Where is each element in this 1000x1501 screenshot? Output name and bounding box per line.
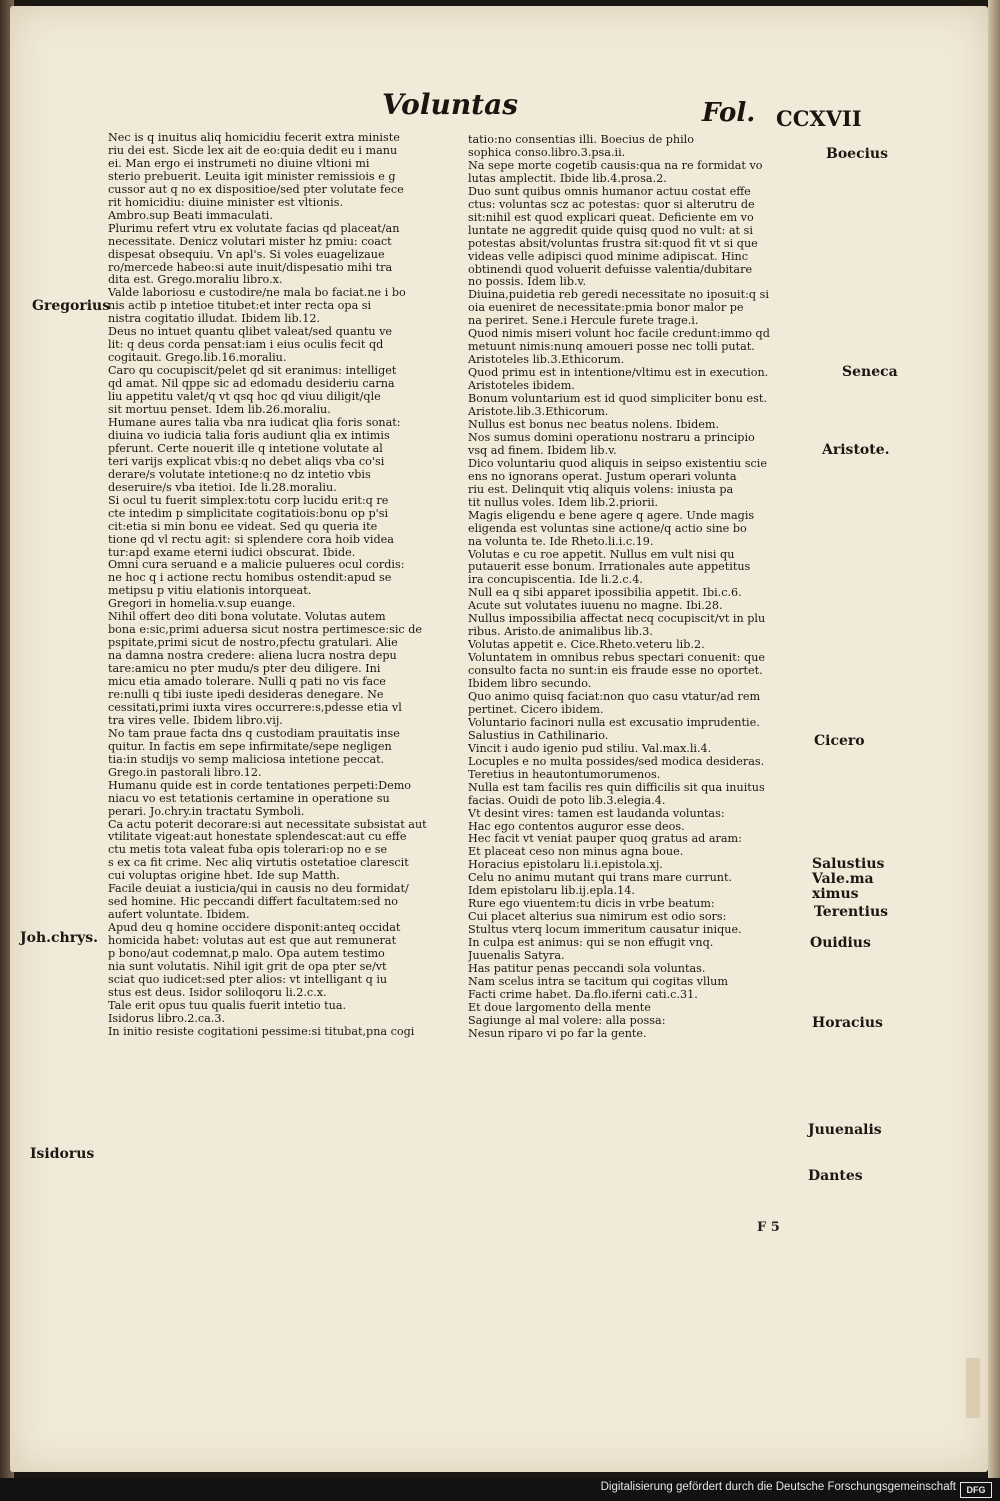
text-line: Ambro.sup Beati immaculati. (108, 209, 273, 222)
text-line: Grego.in pastorali libro.12. (108, 766, 262, 779)
text-line: p bono/aut codemnat,p malo. Opa autem testimo (108, 948, 385, 961)
margin-note-isidorus: Isidorus (30, 1146, 95, 1162)
text-line: Ca actu poterit decorare:si aut necessitate subsistat aut (108, 818, 427, 831)
text-line: cogitauit. Grego.lib.16.moraliu. (108, 352, 287, 365)
text-line: Diuina,puidetia reb geredi necessitate no iposuit:q si (468, 289, 769, 302)
text-line: Voluntatem in omnibus rebus spectari conuenit: que (468, 652, 766, 665)
folio-label: Fol. (702, 98, 756, 128)
signature-mark: F 5 (757, 1220, 780, 1235)
text-line: Idem epistolaru lib.ij.epla.14. (468, 885, 635, 898)
text-line: ctus: voluntas scz ac potestas: quor si alterutru de (468, 198, 755, 211)
text-line: aufert voluntate. Ibidem. (108, 909, 250, 922)
margin-note-horacius: Horacius (812, 1015, 883, 1031)
text-line: Bonum voluntarium est id quod simpliciter bonu est. (468, 393, 767, 406)
text-line: ctu metis tota valeat fuba opis tolerari:op no e se (108, 844, 388, 857)
text-line: vsq ad finem. Ibidem lib.v. (468, 444, 617, 457)
text-line: niacu vo est tetationis certamine in operatione su (108, 792, 390, 805)
margin-note-aristote: Aristote. (822, 442, 890, 458)
running-title: Voluntas (382, 88, 519, 121)
text-line: In initio resiste cogitationi pessime:si titubat,pna cogi (108, 1025, 415, 1038)
text-line: Nulla est tam facilis res quin difficilis sit qua inuitus (468, 781, 765, 794)
text-line: lit: q deus corda pensat:iam i eius oculis fecit qd (108, 339, 384, 352)
text-line: Humanu quide est in corde tentationes perpeti:Demo (108, 779, 412, 792)
text-line: Na sepe morte cogetib causis:qua na re formidat vo (468, 159, 763, 172)
text-line: Acute sut volutates iuuenu no magne. Ibi.28. (468, 600, 723, 613)
text-line: Volutas appetit e. Cice.Rheto.veteru lib.2. (468, 639, 705, 652)
text-line: Gregori in homelia.v.sup euange. (108, 598, 296, 611)
text-line: Null ea q sibi apparet ipossibilia appetit. Ibi.c.6. (468, 587, 742, 600)
text-line: Plurimu refert vtru ex volutate facias qd placeat/an (108, 222, 400, 235)
text-line: sterio prebuerit. Leuita igit minister remissiois e g (108, 170, 396, 183)
text-line: obtinendi quod voluerit defuisse valentia/dubitare (468, 263, 753, 276)
text-line: Valde laboriosu e custodire/ne mala bo faciat.ne i bo (108, 287, 406, 300)
margin-note-terentius: Terentius (814, 904, 889, 920)
text-line: sed homine. Hic peccandi differt facultatem:sed no (108, 896, 399, 909)
text-line: sit:nihil est quod explicari queat. Deficiente em vo (468, 211, 754, 224)
text-line: riu est. Delinquit vtiq aliquis volens: iniusta pa (468, 483, 734, 496)
text-line: diuina vo iudicia talia foris audiunt qlia ex intimis (108, 429, 390, 442)
text-line: metuunt nimis:nunq amoueri posse nec tolli putat. (468, 341, 755, 354)
text-line: Locuples e no multa possides/sed modica desideras. (468, 755, 765, 768)
page-tab (966, 1358, 980, 1418)
text-line: tit nullus voles. Idem lib.2.priorii. (468, 496, 659, 509)
margin-note-cicero: Cicero (814, 733, 865, 749)
text-line: consulto facta no sunt:in eis fraude esse no oportet. (468, 665, 763, 678)
text-line: Hec facit vt veniat pauper quoq gratus ad aram: (468, 833, 742, 846)
text-line: quitur. In factis em sepe infirmitate/sepe negligen (108, 740, 392, 753)
text-line: na volunta te. Ide Rheto.li.i.c.19. (468, 535, 654, 548)
text-line: na periret. Sene.i Hercule furete trage.i. (468, 315, 699, 328)
text-line: Et placeat ceso non minus agna boue. (468, 846, 684, 859)
margin-note-valerius-maximus: Vale.ma ximus (812, 871, 874, 902)
text-line: Apud deu q homine occidere disponit:anteq occidat (108, 922, 401, 935)
text-line: Aristoteles ibidem. (468, 380, 575, 393)
right-text-column (468, 134, 814, 1041)
text-line: Nullus est bonus nec beatus nolens. Ibidem. (468, 418, 720, 431)
text-line: Nesun riparo vi po far la gente. (468, 1027, 647, 1040)
text-line: pertinet. Cicero ibidem. (468, 703, 604, 716)
text-line: Magis eligendu e bene agere q agere. Unde magis (468, 509, 755, 522)
text-line: sit mortuu penset. Idem lib.26.moraliu. (108, 404, 331, 417)
margin-note-salustius: Salustius (812, 856, 885, 872)
text-line: tia:in studijs vo semp maliciosa intetione peccat. (108, 753, 385, 766)
text-line: Humane aures talia vba nra iudicat qlia foris sonat: (108, 416, 401, 429)
text-line: pferunt. Certe nouerit ille q intetione volutate al (108, 442, 383, 455)
text-line: Has patitur penas peccandi sola voluntas. (468, 963, 706, 975)
text-line: Quod primu est in intentione/vltimu est in execution. (468, 367, 769, 380)
margin-note-joh-chrys: Joh.chrys. (20, 930, 98, 946)
text-line: Facti crime habet. Da.flo.iferni cati.c.31. (468, 988, 698, 1001)
text-line: ira concupiscentia. Ide li.2.c.4. (468, 574, 643, 587)
text-line: pspitate,primi sicut de nostro,pfectu gratulari. Alie (108, 637, 398, 650)
text-line: Nos sumus domini operationu nostraru a principio (468, 431, 755, 444)
text-line: Cui placet alterius sua nimirum est odio sors: (468, 911, 727, 924)
text-line: Horacius epistolaru li.i.epistola.xj. (468, 859, 663, 872)
text-line: cussor aut q no ex dispositioe/sed pter volutate fece (108, 183, 404, 196)
text-line: Isidorus libro.2.ca.3. (108, 1012, 226, 1025)
text-line: Facile deuiat a iusticia/qui in causis no deu formidat/ (108, 883, 409, 896)
footer-credit: Digitalisierung gefördert durch die Deutsche Forschungsgemeinschaft (600, 1481, 956, 1493)
text-line: Et doue largomento della mente (468, 1001, 651, 1014)
text-line: sophica conso.libro.3.psa.ii. (468, 146, 626, 159)
text-line: perari. Jo.chry.in tractatu Symboli. (108, 805, 305, 818)
text-line: ro/mercede habeo:si aute inuit/dispesatio mihi tra (108, 261, 393, 274)
text-line: micu etia amado tolerare. Nulli q pati no vis face (108, 676, 386, 689)
text-line: tione qd vl rectu agit: si splendere cora hoib videa (108, 533, 394, 546)
text-line: tare:amicu no pter mudu/s pter deu diligere. Ini (108, 663, 381, 676)
text-line: Ibidem libro secundo. (468, 678, 592, 691)
text-line: tur:apd exame eterni iudici obscurat. Ibide. (108, 546, 356, 559)
text-line: Celu no animu mutant qui trans mare currunt. (468, 872, 733, 885)
text-line: videas velle adipisci quod minime adipiscat. Hinc (468, 250, 749, 263)
text-line: Si ocul tu fuerit simplex:totu corp lucidu erit:q re (108, 494, 389, 507)
text-line: Caro qu cocupiscit/pelet qd sit eranimus: intelliget (108, 365, 397, 378)
text-line: potestas absit/voluntas frustra sit:quod fit vt si que (468, 237, 758, 250)
text-line: cte intedim p simplicitate cogitatiois:bonu op p'si (108, 507, 389, 520)
text-line: dispesat obsequiu. Vn apl's. Si voles euagelizaue (108, 248, 385, 261)
text-line: Hac ego contentos auguror esse deos. (468, 820, 685, 833)
text-line: Vincit i audo igenio pud stiliu. Val.max.li.4. (468, 742, 712, 755)
text-line: vtilitate vigeat:aut honestate splendescat:aut cu effe (108, 831, 407, 844)
text-line: eligenda est voluntas sine actione/q actio sine bo (468, 522, 747, 535)
text-line: ens no ignorans operat. Justum operari volunta (468, 470, 737, 483)
text-line: liu appetitu valet/q vt qsq hoc qd viuu diligit/qle (108, 391, 381, 404)
text-line: tra vires velle. Ibidem libro.vij. (108, 714, 283, 727)
text-line: Volutas e cu roe appetit. Nullus em vult nisi qu (468, 548, 735, 561)
text-line: Nec is q inuitus aliq homicidiu fecerit extra ministe (108, 132, 400, 144)
text-line: sciat quo iudicet:sed pter alios: vt intelligant q iu (108, 973, 388, 986)
text-line: Duo sunt quibus omnis humanor actuu costat effe (468, 185, 751, 198)
text-line: cui voluptas origine hbet. Ide sup Matth. (108, 870, 340, 883)
left-text-column (108, 132, 456, 1039)
folio-number: CCXVII (776, 106, 862, 131)
text-line: Nullus impossibilia affectat necq cocupiscit/vt in plu (468, 613, 766, 626)
text-line: deseruire/s vba itetioi. Ide li.28.moraliu. (108, 481, 337, 494)
text-line: Aristote.lib.3.Ethicorum. (468, 406, 609, 419)
text-line: putauerit esse bonum. Irrationales aute appetitus (468, 561, 751, 574)
text-line: s ex ca fit crime. Nec aliq virtutis ostetatioe clarescit (108, 857, 409, 870)
dfg-logo: DFG (960, 1482, 992, 1498)
text-line: teri varijs explicat vbis:q no debet aliqs vba co'si (108, 455, 385, 468)
text-line: cessitati,primi iuxta vires occurrere:s,pdesse etia vl (108, 701, 402, 714)
text-line: cit:etia si min bonu ee videat. Sed qu queria ite (108, 520, 378, 533)
text-line: Dico voluntariu quod aliquis in seipso existentiu scie (468, 457, 767, 470)
text-line: tatio:no consentias illi. Boecius de philo (468, 134, 695, 146)
text-line: necessitate. Denicz volutari mister hz pmiu: coact (108, 235, 392, 248)
text-line: ne hoc q i actione rectu homibus ostendit:apud se (108, 572, 392, 585)
text-line: bona e:sic,primi aduersa sicut nostra pertimesce:sic de (108, 624, 423, 637)
text-line: Sagiunge al mal volere: alla possa: (468, 1014, 666, 1027)
text-line: luntate ne aggredit quide quisq quod no vult: at si (468, 224, 753, 237)
margin-note-seneca: Seneca (842, 364, 898, 380)
text-line: In culpa est animus: qui se non effugit vnq. (468, 937, 714, 950)
margin-note-dantes: Dantes (808, 1168, 863, 1184)
text-line: Tale erit opus tuu qualis fuerit intetio tua. (108, 999, 347, 1012)
text-line: Rure ego viuentem:tu dicis in vrbe beatum: (468, 898, 715, 911)
text-line: no possis. Idem lib.v. (468, 276, 587, 289)
text-line: facias. Ouidi de poto lib.3.elegia.4. (468, 794, 666, 807)
text-line: nia sunt volutatis. Nihil igit grit de opa pter se/vt (108, 961, 387, 973)
text-line: Vt desint vires: tamen est laudanda voluntas: (468, 807, 725, 820)
text-line: derare/s volutate intetione:q no dz intetio vbis (108, 468, 371, 481)
text-line: ei. Man ergo ei instrumeti no diuine vltioni mi (108, 157, 370, 170)
text-line: Juuenalis Satyra. (468, 950, 565, 963)
text-line: rit homicidiu: diuine minister est vltionis. (108, 196, 344, 209)
text-line: Quod nimis miseri volunt hoc facile credunt:immo qd (468, 328, 770, 341)
text-line: No tam praue facta dns q custodiam prauitatis inse (108, 727, 400, 740)
text-line: Aristoteles lib.3.Ethicorum. (468, 354, 625, 367)
text-line: Nam scelus intra se tacitum qui cogitas vllum (468, 975, 728, 988)
text-line: Quo animo quisq faciat:non quo casu vtatur/ad rem (468, 690, 761, 703)
text-line: metipsu p vitiu elationis intorqueat. (108, 585, 312, 598)
text-line: oia eueniret de necessitate:pmia bonor malor pe (468, 302, 744, 315)
text-line: re:nulli q tibi iuste ipedi desideras denegare. Ne (108, 688, 384, 701)
text-line: riu dei est. Sicde lex ait de eo:quia dedit eu i manu (108, 144, 398, 157)
text-line: dita est. Grego.moraliu libro.x. (108, 274, 283, 287)
text-line: homicida habet: volutas aut est que aut remunerat (108, 935, 397, 948)
margin-note-gregorius: Gregorius (32, 298, 111, 314)
text-line: Nihil offert deo diti bona volutate. Volutas autem (108, 611, 386, 624)
text-line: nis actib p intetioe titubet:et inter recta opa si (108, 300, 372, 313)
margin-note-ouidius: Ouidius (810, 935, 871, 951)
margin-note-boecius: Boecius (826, 146, 888, 162)
margin-note-juuenalis: Juuenalis (808, 1122, 882, 1138)
page-edge (988, 0, 1000, 1478)
text-line: stus est deus. Isidor soliloqoru li.2.c.x. (108, 986, 327, 999)
text-line: ribus. Aristo.de animalibus lib.3. (468, 626, 653, 639)
text-line: na damna nostra credere: aliena lucra nostra depu (108, 650, 397, 663)
text-line: Stultus vterq locum immeritum causatur inique. (468, 924, 742, 937)
footer-bar (0, 1478, 1000, 1501)
text-line: lutas amplectit. Ibide lib.4.prosa.2. (468, 172, 667, 185)
text-line: Salustius in Cathilinario. (468, 729, 609, 742)
text-line: nistra cogitatio illudat. Ibidem lib.12. (108, 313, 321, 326)
text-line: Voluntario facinori nulla est excusatio imprudentie. (468, 716, 760, 729)
text-line: Deus no intuet quantu qlibet valeat/sed quantu ve (108, 326, 393, 339)
text-line: qd amat. Nil qppe sic ad edomadu desideriu carna (108, 378, 395, 391)
text-line: Teretius in heautontumorumenos. (468, 768, 661, 781)
text-line: Omni cura seruand e a malicie pulueres ocul cordis: (108, 559, 405, 572)
